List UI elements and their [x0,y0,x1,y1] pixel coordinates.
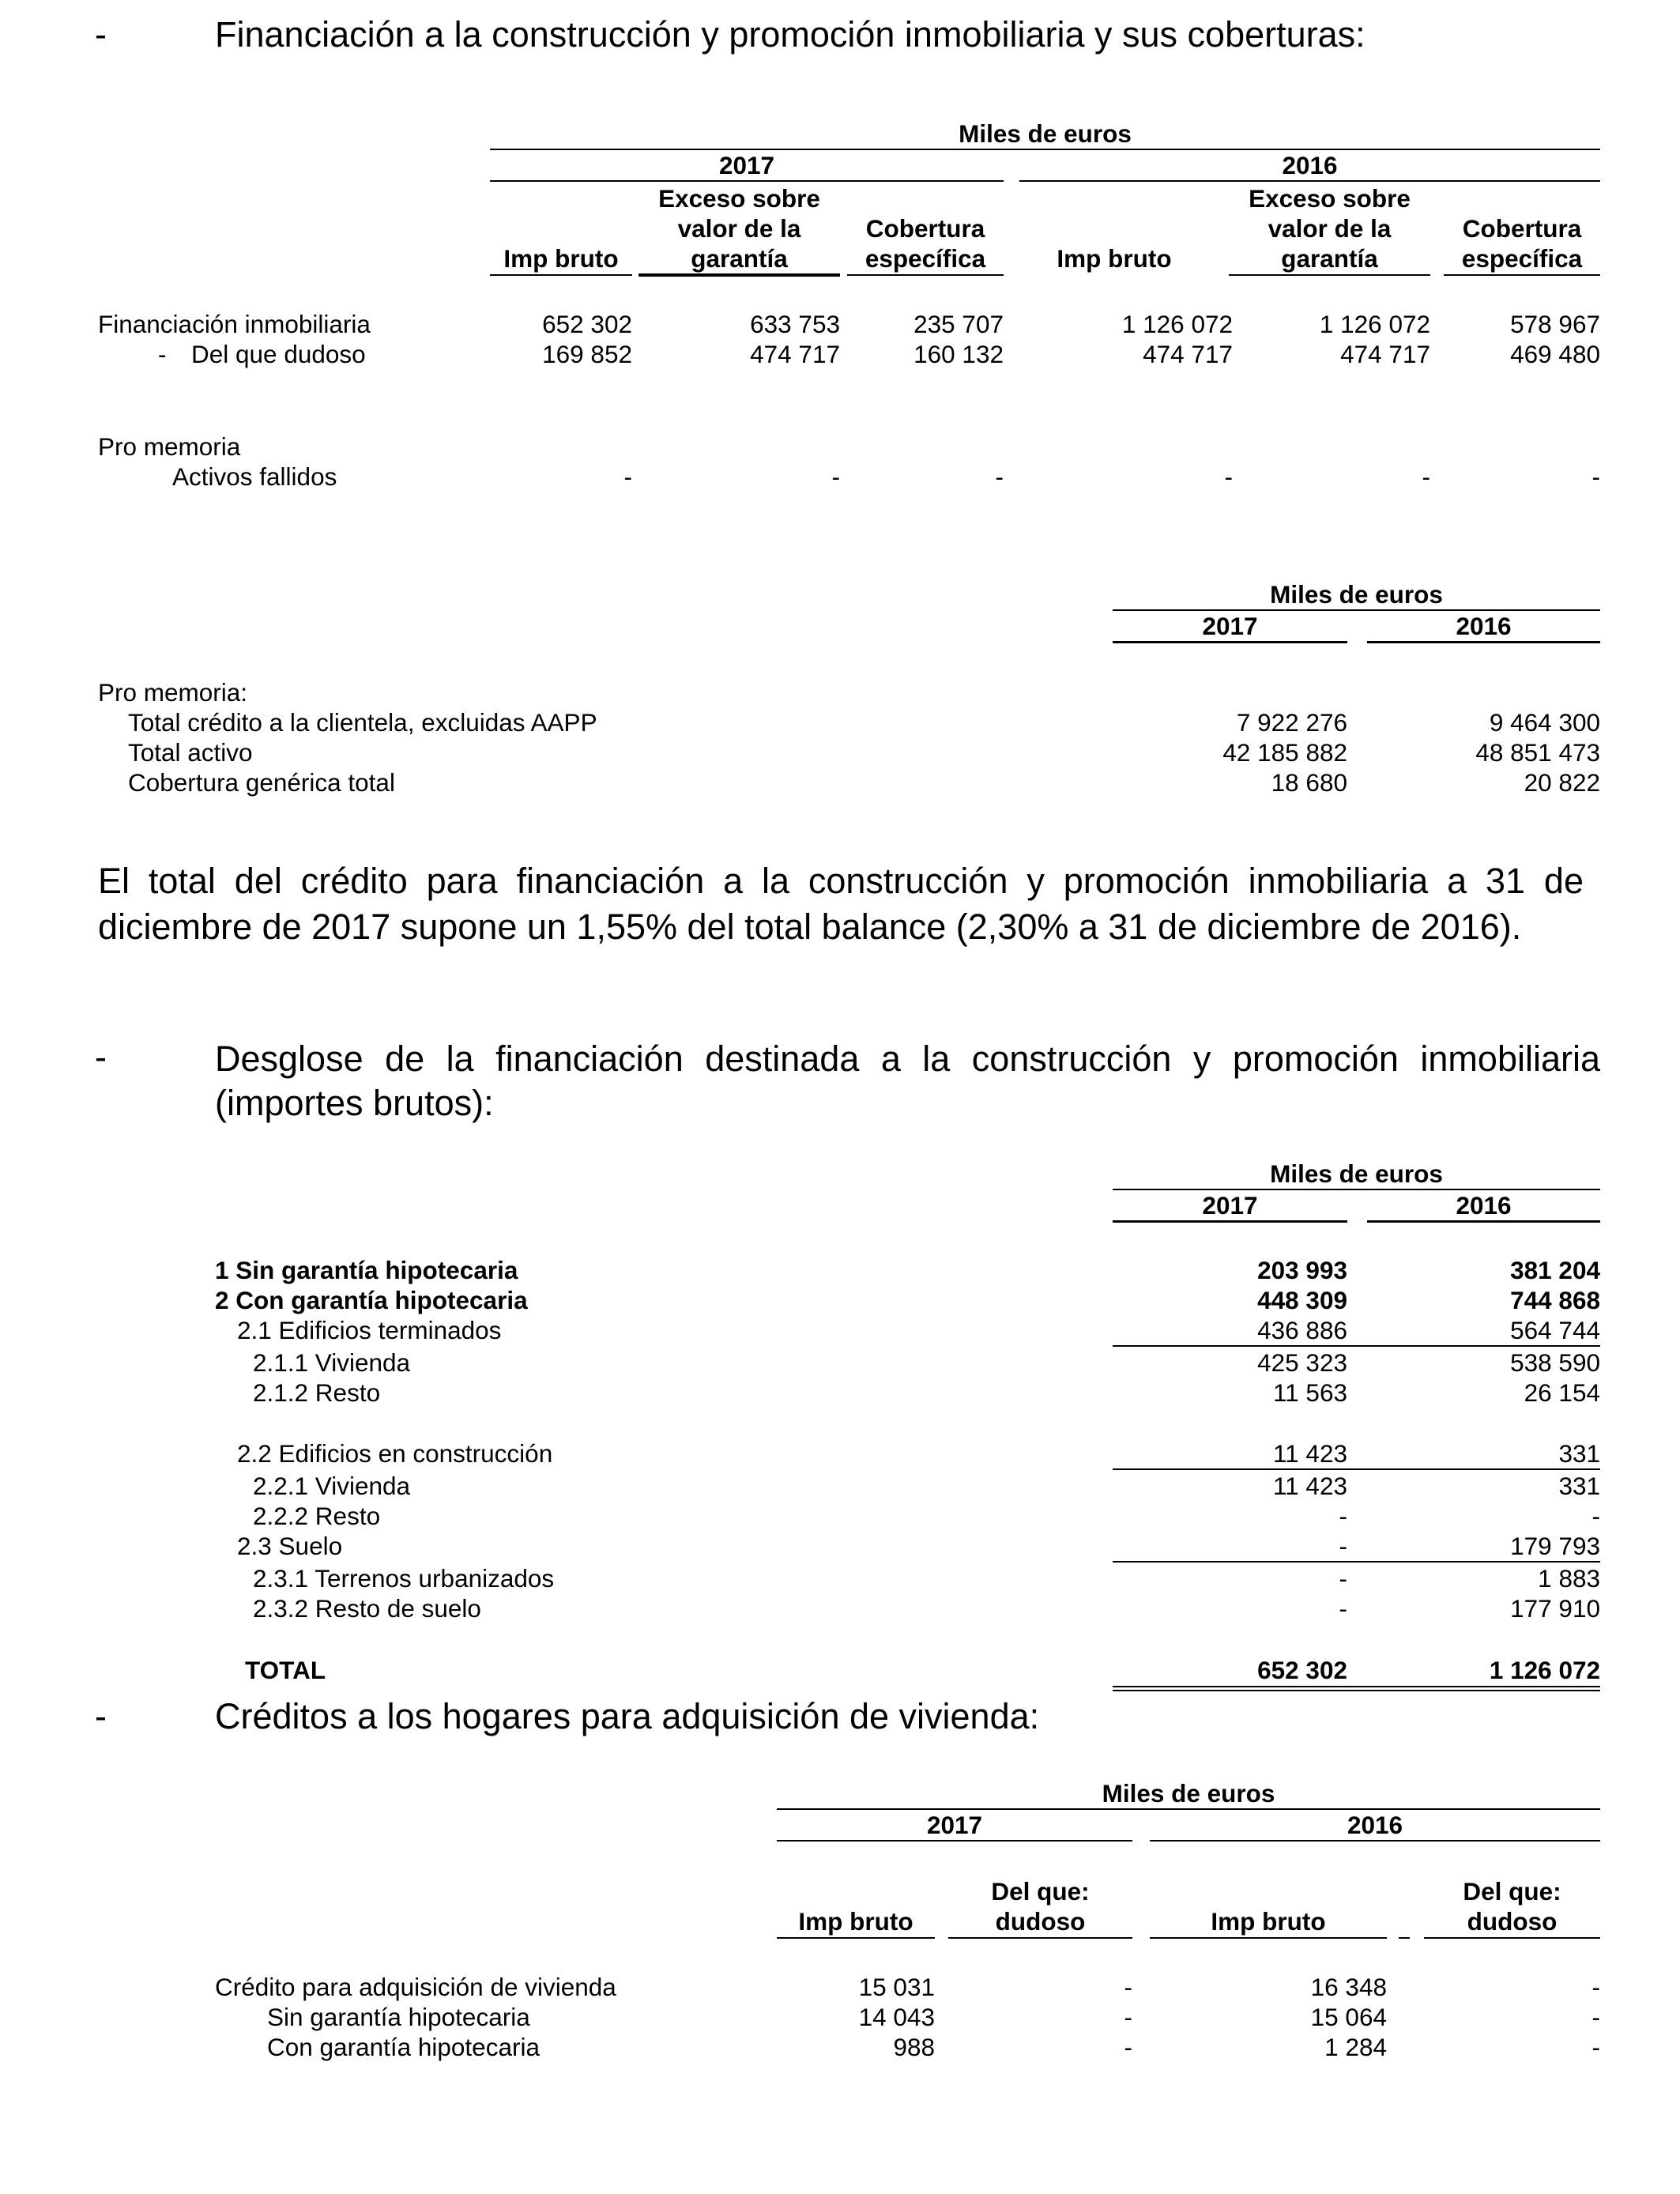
row-label: Del que dudoso [191,340,366,368]
rule [777,1840,1132,1842]
cell: 179 793 [1510,1532,1600,1560]
section2-dash: - [95,1037,107,1077]
cell: 7 922 276 [1236,708,1347,737]
section3-unit-header: Miles de euros [1102,1779,1275,1808]
cell: - [1124,2033,1132,2061]
rule [1019,180,1600,182]
section1-dash: - [95,14,107,55]
cell: 448 309 [1257,1286,1347,1314]
cell: 331 [1558,1472,1600,1500]
row-label: 2.2.1 Vivienda [253,1472,411,1500]
total-cell: 652 302 [1257,1656,1347,1684]
row-label: Sin garantía hipotecaria [267,2003,530,2031]
cell: - [1124,1973,1132,2001]
cell: 474 717 [1340,340,1430,368]
cell: 469 480 [1510,340,1600,368]
cell: 381 204 [1510,1256,1600,1284]
rule [1113,1468,1600,1470]
cell: - [831,462,840,491]
cell: 18 680 [1271,768,1347,797]
col-del-que-2016-l2: dudoso [1467,1907,1558,1936]
col-exceso-2016-l1: Exceso sobre [1249,184,1411,213]
section1b-year-2017: 2017 [1202,612,1258,640]
section1b-unit-header: Miles de euros [1270,580,1443,609]
cell: - [1339,1532,1347,1560]
rule [1399,1937,1410,1939]
cell: 15 064 [1310,2003,1387,2031]
total-cell: 1 126 072 [1489,1656,1600,1684]
rule [638,273,840,277]
cell: 16 348 [1310,1973,1387,2001]
row-label: Activos fallidos [172,462,337,491]
cell: 425 323 [1257,1348,1347,1377]
cell: 160 132 [913,340,1004,368]
section3-year-2016: 2016 [1347,1811,1403,1839]
row-label: 2.3.1 Terrenos urbanizados [253,1564,555,1593]
cell: - [1591,2033,1600,2061]
cell: - [1591,2003,1600,2031]
rule [1444,274,1600,276]
cell: - [1591,1502,1600,1530]
cell: 235 707 [913,310,1004,338]
rule [1150,1840,1600,1842]
section3-year-2017: 2017 [926,1811,983,1839]
row-label: Cobertura genérica total [128,768,395,797]
row-label: 2 Con garantía hipotecaria [215,1286,528,1314]
rule [1424,1937,1600,1939]
col-del-que-2017-l2: dudoso [995,1907,1086,1936]
cell: 988 [893,2033,935,2061]
section2-year-2017: 2017 [1202,1191,1258,1220]
col-cobertura-2017-l2: específica [864,244,986,273]
cell: 538 590 [1510,1348,1600,1377]
section2-year-2016: 2016 [1456,1191,1512,1220]
rule [490,274,632,276]
section2-title: Desglose de la financiación destinada a la construcción y promoción inmobiliaria (importes brutos): [215,1039,1600,1123]
cell: 177 910 [1510,1594,1600,1623]
rule [777,1937,935,1939]
total-label: TOTAL [245,1656,326,1684]
cell: 1 284 [1324,2033,1387,2061]
rule [1229,274,1430,276]
row-label: Total activo [128,738,253,767]
section1-unit-header: Miles de euros [959,119,1132,148]
pro-memoria-title: Pro memoria: [98,678,248,707]
cell: 436 886 [1257,1316,1347,1344]
cell: 633 753 [750,310,840,338]
rule [1113,1220,1347,1223]
row-dash: - [158,340,167,368]
double-rule-bottom [1113,1690,1600,1691]
rule [948,1937,1132,1939]
cell: - [1422,462,1430,491]
col-cobertura-2016-l1: Cobertura [1462,214,1582,243]
section1b-year-2016: 2016 [1456,612,1512,640]
cell: - [1339,1594,1347,1623]
row-label: 2.1.2 Resto [253,1378,381,1407]
cell: 11 423 [1272,1472,1347,1500]
section1-title: Financiación a la construcción y promoción inmobiliaria y sus coberturas: [215,14,1365,55]
row-label: Con garantía hipotecaria [267,2033,540,2061]
col-exceso-2017-l1: Exceso sobre [658,184,820,213]
col-del-que-2017-l1: Del que: [991,1877,1090,1906]
col-imp-bruto-2017: Imp bruto [503,244,619,273]
cell: 42 185 882 [1222,738,1347,767]
col-exceso-2017-l2: valor de la [677,214,801,243]
rule [1113,1561,1600,1563]
double-rule-top [1113,1686,1600,1687]
cell: - [623,462,632,491]
col-imp-bruto-2017: Imp bruto [798,1907,913,1936]
col-del-que-2016-l1: Del que: [1463,1877,1561,1906]
cell: 652 302 [542,310,632,338]
cell: 20 822 [1524,768,1600,797]
rule [1367,641,1600,643]
col-cobertura-2017-l1: Cobertura [865,214,985,243]
row-label: 2.1 Edificios terminados [237,1316,502,1344]
col-exceso-2016-l3: garantía [1281,244,1378,273]
cell: 14 043 [858,2003,935,2031]
pro-memoria-label: Pro memoria [98,432,241,461]
cell: 26 154 [1524,1378,1600,1407]
cell: 564 744 [1510,1316,1600,1344]
cell: 331 [1558,1439,1600,1468]
row-label: 1 Sin garantía hipotecaria [215,1256,518,1284]
rule [1113,641,1347,643]
col-cobertura-2016-l2: específica [1461,244,1583,273]
cell: - [1339,1564,1347,1593]
cell: 474 717 [1143,340,1233,368]
rule [1113,1345,1600,1347]
cell: 48 851 473 [1475,738,1600,767]
cell: - [1224,462,1233,491]
row-label: 2.3.2 Resto de suelo [253,1594,481,1623]
cell: 9 464 300 [1489,708,1600,737]
col-imp-bruto-2016: Imp bruto [1057,244,1172,273]
summary-paragraph: El total del crédito para financiación a la construcción y promoción inmobiliaria a 31 de diciembre de 2017 supone un 1,55% del total balance (2,30% a 31 de diciembre de 2016). [98,861,1584,947]
cell: - [995,462,1004,491]
cell: 1 883 [1538,1564,1600,1593]
cell: - [1591,462,1600,491]
cell: - [1339,1502,1347,1530]
rule [490,180,1004,182]
section1-year-2017: 2017 [718,151,775,179]
col-exceso-2016-l2: valor de la [1268,214,1392,243]
cell: 474 717 [750,340,840,368]
row-label: Crédito para adquisición de vivienda [215,1973,616,2001]
row-label: Financiación inmobiliaria [98,310,371,338]
cell: 1 126 072 [1319,310,1430,338]
col-imp-bruto-2016: Imp bruto [1211,1907,1326,1936]
section1-year-2016: 2016 [1282,151,1338,179]
cell: 15 031 [858,1973,935,2001]
row-label: Total crédito a la clientela, excluidas AAPP [128,708,597,737]
cell: 744 868 [1510,1286,1600,1314]
cell: - [1124,2003,1132,2031]
section2-unit-header: Miles de euros [1270,1159,1443,1188]
row-label: 2.2.2 Resto [253,1502,381,1530]
cell: 11 423 [1272,1439,1347,1468]
col-exceso-2017-l3: garantía [691,244,788,273]
row-label: 2.3 Suelo [237,1532,343,1560]
rule [1367,1220,1600,1223]
cell: 203 993 [1257,1256,1347,1284]
section3-dash: - [95,1696,107,1736]
cell: 11 563 [1272,1378,1347,1407]
rule [847,274,1004,276]
section3-title: Créditos a los hogares para adquisición de vivienda: [215,1696,1040,1736]
cell: 1 126 072 [1121,310,1233,338]
cell: - [1591,1973,1600,2001]
rule [1150,1937,1387,1939]
row-label: 2.2 Edificios en construcción [237,1439,553,1468]
cell: 169 852 [542,340,632,368]
cell: 578 967 [1510,310,1600,338]
row-label: 2.1.1 Vivienda [253,1348,411,1377]
